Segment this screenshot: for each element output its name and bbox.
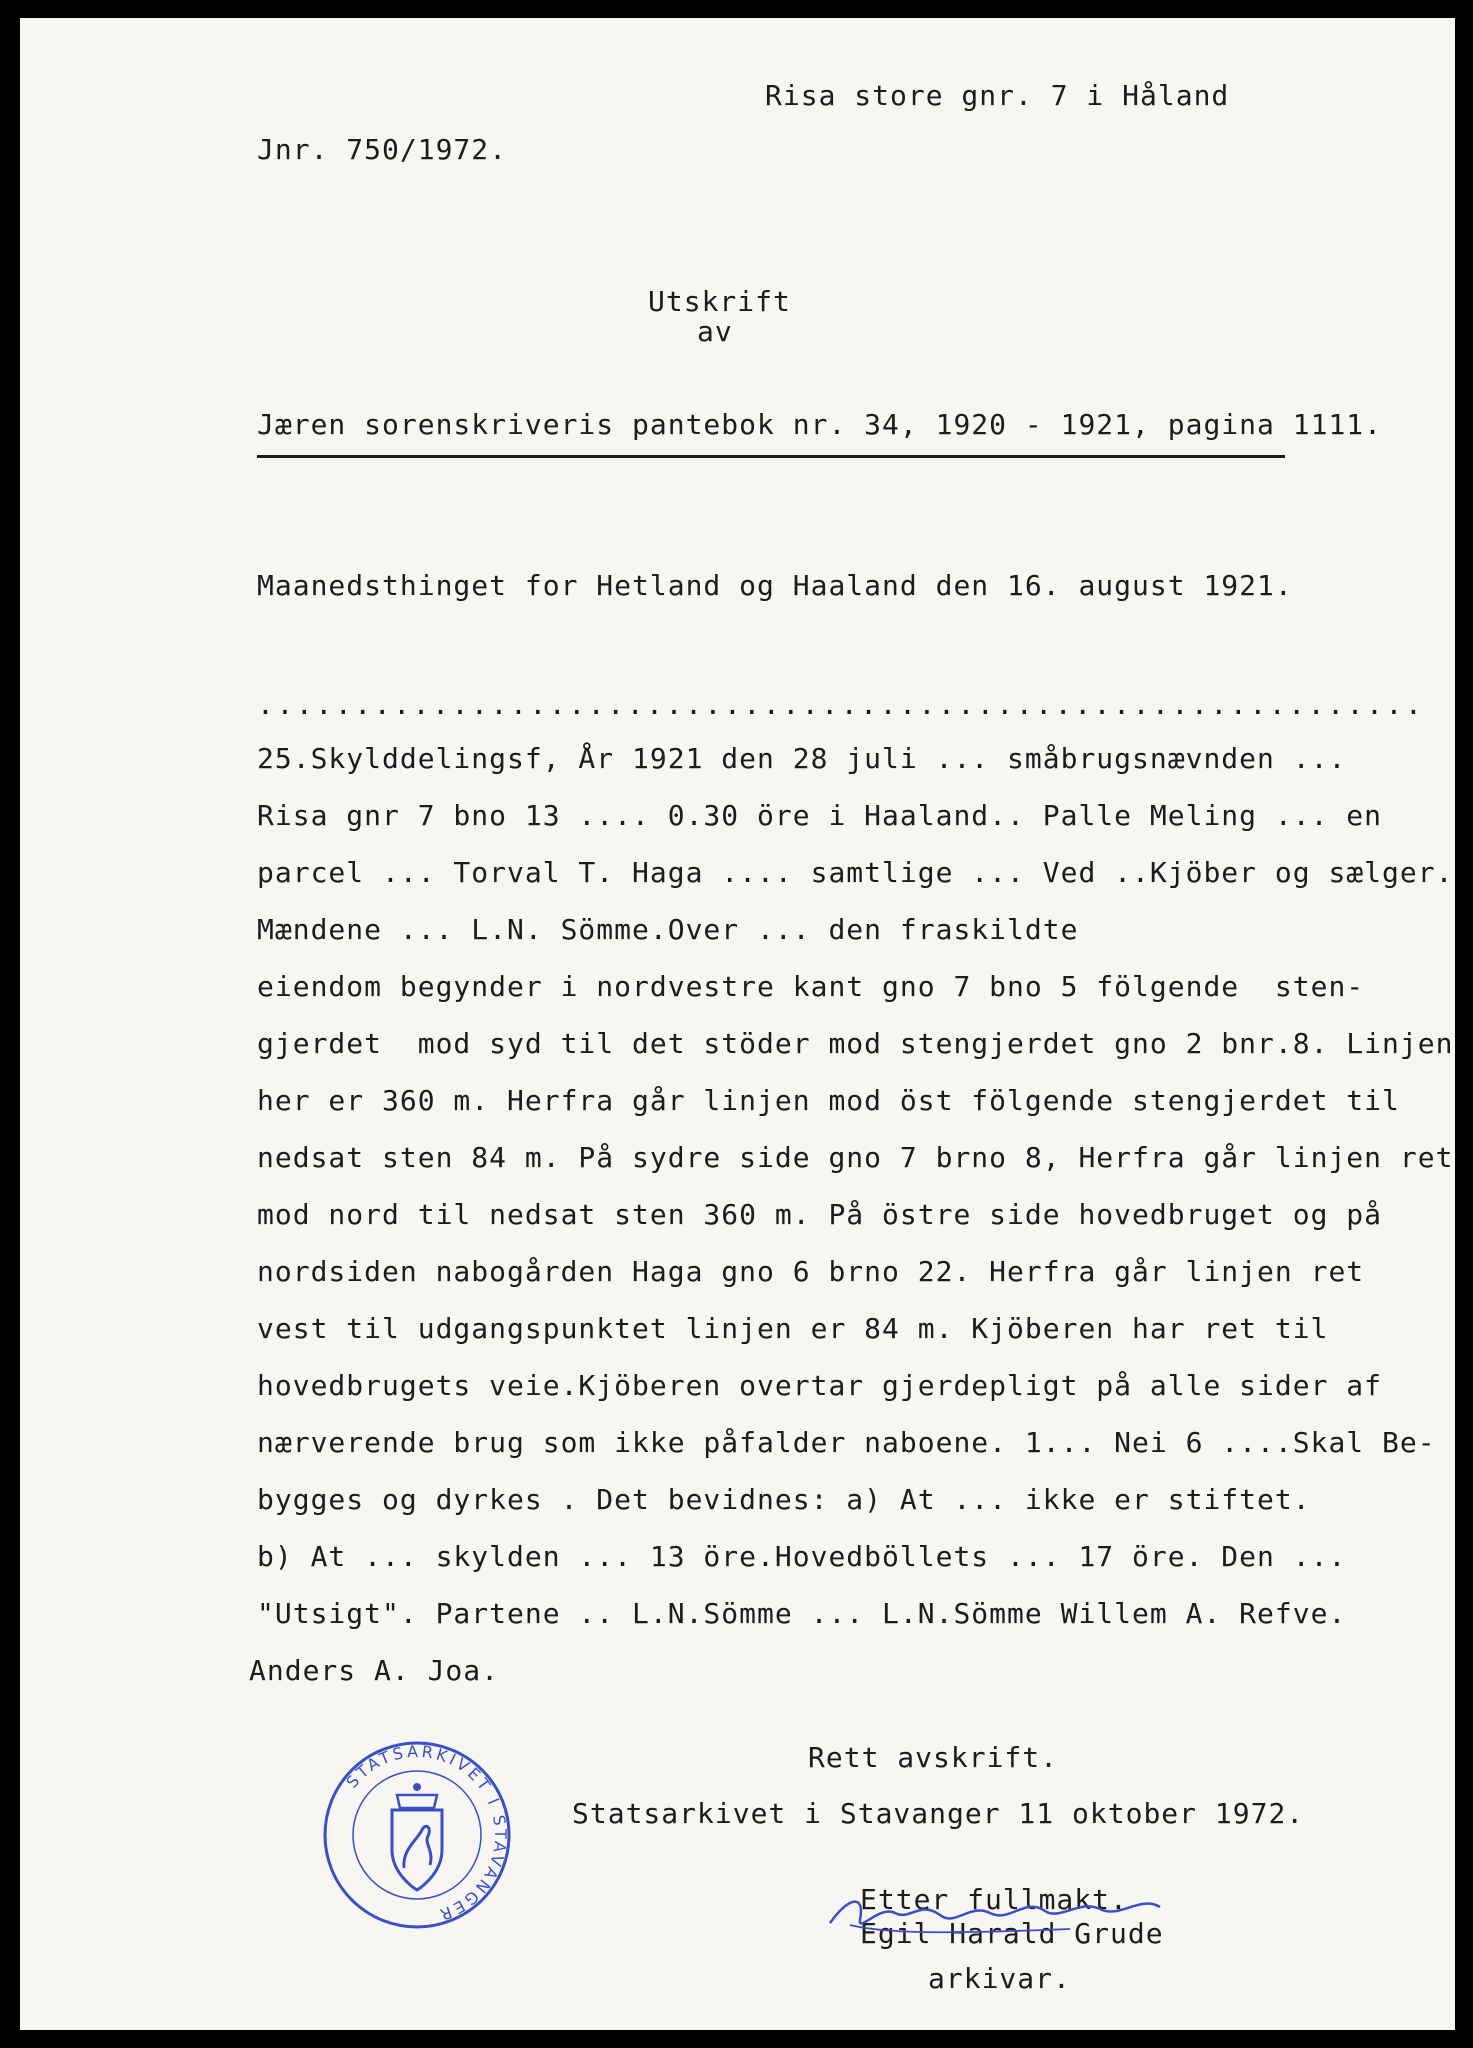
body-line: vest til udgangspunktet linjen er 84 m. Kjöberen har ret til <box>257 1312 1329 1345</box>
dotted-separator: ............................................................ <box>257 688 1425 721</box>
coat-of-arms-shield-icon <box>392 1810 442 1890</box>
horizontal-rule <box>257 455 1285 458</box>
certification-authority: Etter fullmakt. <box>860 1883 1128 1916</box>
handwritten-signature <box>820 1885 1180 1945</box>
body-line: "Utsigt". Partene .. L.N.Sömme ... L.N.Sömme Willem A. Refve. <box>257 1597 1347 1630</box>
lion-icon <box>404 1826 431 1868</box>
journal-number: Jnr. 750/1972. <box>257 133 508 166</box>
body-line: mod nord til nedsat sten 360 m. På östre side hovedbruget og på <box>257 1198 1383 1231</box>
body-line: gjerdet mod syd til det stöder mod stengjerdet gno 2 bnr.8. Linjen <box>257 1027 1454 1060</box>
body-line: Anders A. Joa. <box>249 1654 500 1687</box>
signatory-title: arkivar. <box>928 1962 1071 1995</box>
body-line: eiendom begynder i nordvestre kant gno 7 bno 5 fölgende sten- <box>257 970 1365 1003</box>
session-line: Maanedsthinget for Hetland og Haaland den 16. august 1921. <box>257 569 1293 602</box>
property-heading: Risa store gnr. 7 i Håland <box>765 79 1230 112</box>
title-source: Jæren sorenskriveris pantebok nr. 34, 1920 - 1921, pagina 1111. <box>257 408 1383 441</box>
title-utskrift: Utskrift <box>648 285 791 318</box>
body-line: bygges og dyrkes . Det bevidnes: a) At ... ikke er stiftet. <box>257 1483 1311 1516</box>
body-line: parcel ... Torval T. Haga .... samtlige ... Ved ..Kjöber og sælger. <box>257 856 1454 889</box>
seal-text: STATSARKIVET I STAVANGER <box>342 1741 511 1926</box>
title-av: av <box>697 315 733 348</box>
body-line: nordsiden nabogården Haga gno 6 brno 22. Herfra går linjen ret <box>257 1255 1365 1288</box>
archive-seal-stamp <box>322 1740 512 1930</box>
body-line: hovedbrugets veie.Kjöberen overtar gjerdepligt på alle sider af <box>257 1369 1383 1402</box>
body-line: Risa gnr 7 bno 13 .... 0.30 öre i Haaland.. Palle Meling ... en <box>257 799 1383 832</box>
certification-place-date: Statsarkivet i Stavanger 11 oktober 1972. <box>572 1797 1305 1830</box>
document-page <box>20 18 1455 2030</box>
body-line: Mændene ... L.N. Sömme.Over ... den fraskildte <box>257 913 1079 946</box>
crown-icon <box>397 1795 437 1808</box>
body-line: b) At ... skylden ... 13 öre.Hovedböllets ... 17 öre. Den ... <box>257 1540 1347 1573</box>
body-line: her er 360 m. Herfra går linjen mod öst fölgende stengjerdet til <box>257 1084 1400 1117</box>
signatory-name: Egil Harald Grude <box>860 1917 1164 1950</box>
body-line: 25.Skylddelingsf, År 1921 den 28 juli ... småbrugsnævnden ... <box>257 742 1347 775</box>
body-line: nedsat sten 84 m. På sydre side gno 7 brno 8, Herfra går linjen ret <box>257 1141 1454 1174</box>
body-line: nærverende brug som ikke påfalder naboene. 1... Nei 6 ....Skal Be- <box>257 1426 1436 1459</box>
certification-rett-avskrift: Rett avskrift. <box>808 1741 1059 1774</box>
